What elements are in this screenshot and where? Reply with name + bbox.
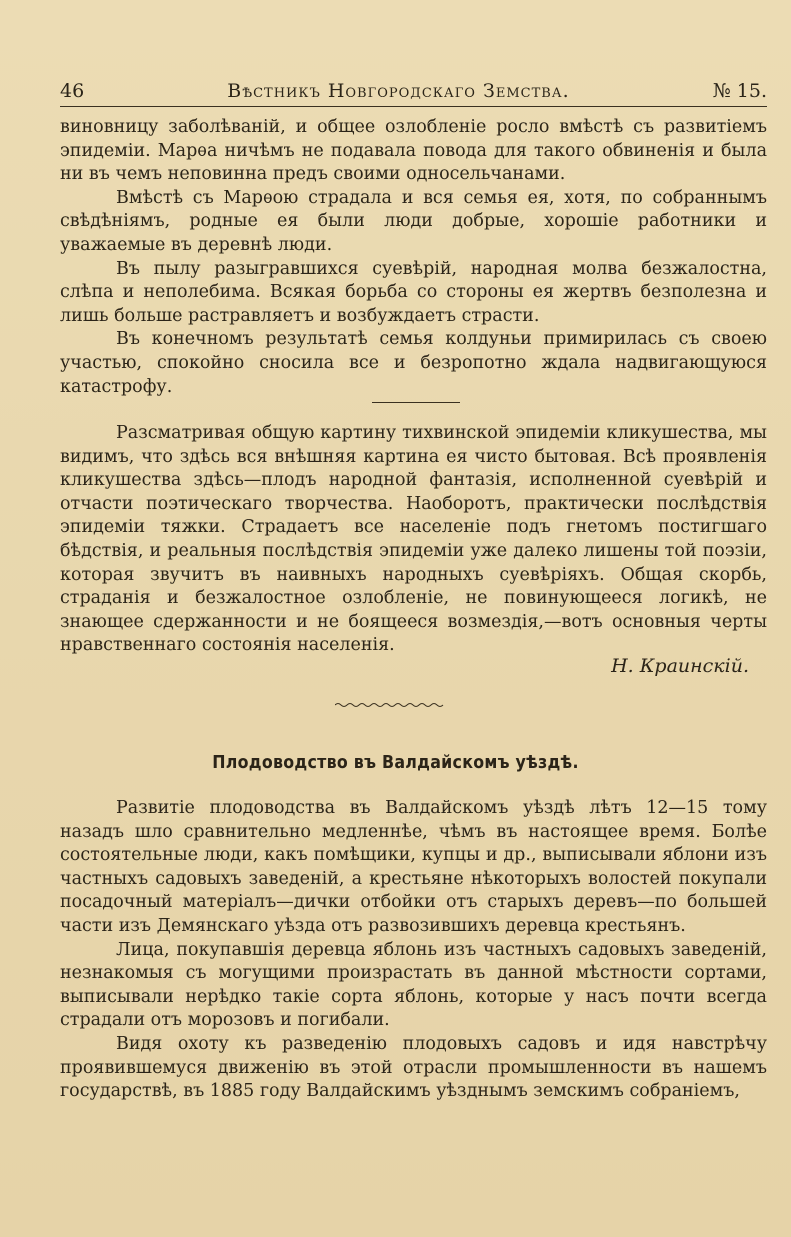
article1-body [60, 116, 767, 399]
separator-rule [372, 402, 460, 403]
page-header [60, 68, 767, 107]
article1-paragraph-1: виновницу заболѣваній, и общее озлобленіе росло вмѣстѣ съ развитіемъ эпидеміи. Марѳа ничѣмъ не подавала повода для такого обвиненія и была ни въ чемъ неповинна предъ своими односельчанами. [60, 117, 767, 185]
article1-paragraph-4: Въ конечномъ результатѣ семья колдуньи примирилась съ своею участью, спокойно сносила все и безропотно ждала надвигающуюся катастрофу. [60, 329, 767, 397]
article2-paragraph-3: Видя охоту къ разведенію плодовыхъ садовъ и идя навстрѣчу проявившемуся движенію въ этой отрасли промышленности въ нашемъ государствѣ, въ 1885 году Валдайскимъ уѣзднымъ земскимъ собраніемъ, [60, 1033, 767, 1102]
wavy-divider [335, 700, 445, 710]
article1-paragraph-3: Въ пылу разыгравшихся суевѣрій, народная молва безжалостна, слѣпа и неполебима. Всякая борьба со стороны ея жертвъ безполезна и лишь больше растравляетъ и возбуждаетъ страсти. [60, 258, 767, 326]
article1-paragraph-2: Вмѣстѣ съ Марѳою страдала и вся семья ея, хотя, по собраннымъ свѣдѣніямъ, родные ея были люди добрые, хорошіе работники и уважаемые въ деревнѣ люди. [60, 187, 767, 255]
article1-conclusion-paragraph: Разсматривая общую картину тихвинской эпидеміи кликушества, мы видимъ, что здѣсь вся внѣшняя картина ея чисто бытовая. Всѣ проявленія кликушества здѣсь—плодъ народной фантазія, исполненной суевѣрій и отчасти поэтическаго творчества. Наоборотъ, практически послѣдствія эпидеміи тяжки. Страдаетъ все населеніе подъ гнетомъ постигшаго бѣдствія, и реальныя послѣдствія эпидеміи уже далеко лишены той поэзіи, которая звучитъ въ наивныхъ народныхъ суевѣріяхъ. Общая скорбь, страданія и безжалостное озлобленіе, не повинующееся логикѣ, не знающее сдержанности и не боящееся возмездія,—вотъ основныя черты нравственнаго состоянія населенія. [60, 423, 767, 656]
page-number: 46 [60, 80, 85, 102]
article2-paragraph-2: Лица, покупавшія деревца яблонь изъ частныхъ садовыхъ заведеній, незнакомыя съ могущими произрастать въ данной мѣстности сортами, выписывали нерѣдко такіе сорта яблонь, которые у насъ почти всегда страдали отъ морозовъ и погибали. [60, 939, 767, 1031]
author-signature: Н. Краинскій. [611, 655, 749, 677]
article1-conclusion [60, 422, 767, 658]
issue-number: № 15. [712, 80, 767, 102]
journal-title: Вѣстникъ Новгородскаго Земства. [227, 80, 570, 102]
article2-title: Плодоводство въ Валдайскомъ уѣздѣ. [212, 752, 579, 773]
article2-body [60, 797, 767, 1104]
article2-paragraph-1: Развитіе плодоводства въ Валдайскомъ уѣздѣ лѣтъ 12—15 тому назадъ шло сравнительно медленнѣе, чѣмъ въ настоящее время. Болѣе состоятельные люди, какъ помѣщики, купцы и др., выписывали яблони изъ частныхъ садовыхъ заведеній, а крестьяне нѣкоторыхъ волостей покупали посадочный матеріалъ—дички отбойки отъ старыхъ деревъ—по большей части изъ Демянскаго уѣзда отъ развозившихъ деревца крестьянъ. [60, 798, 767, 936]
